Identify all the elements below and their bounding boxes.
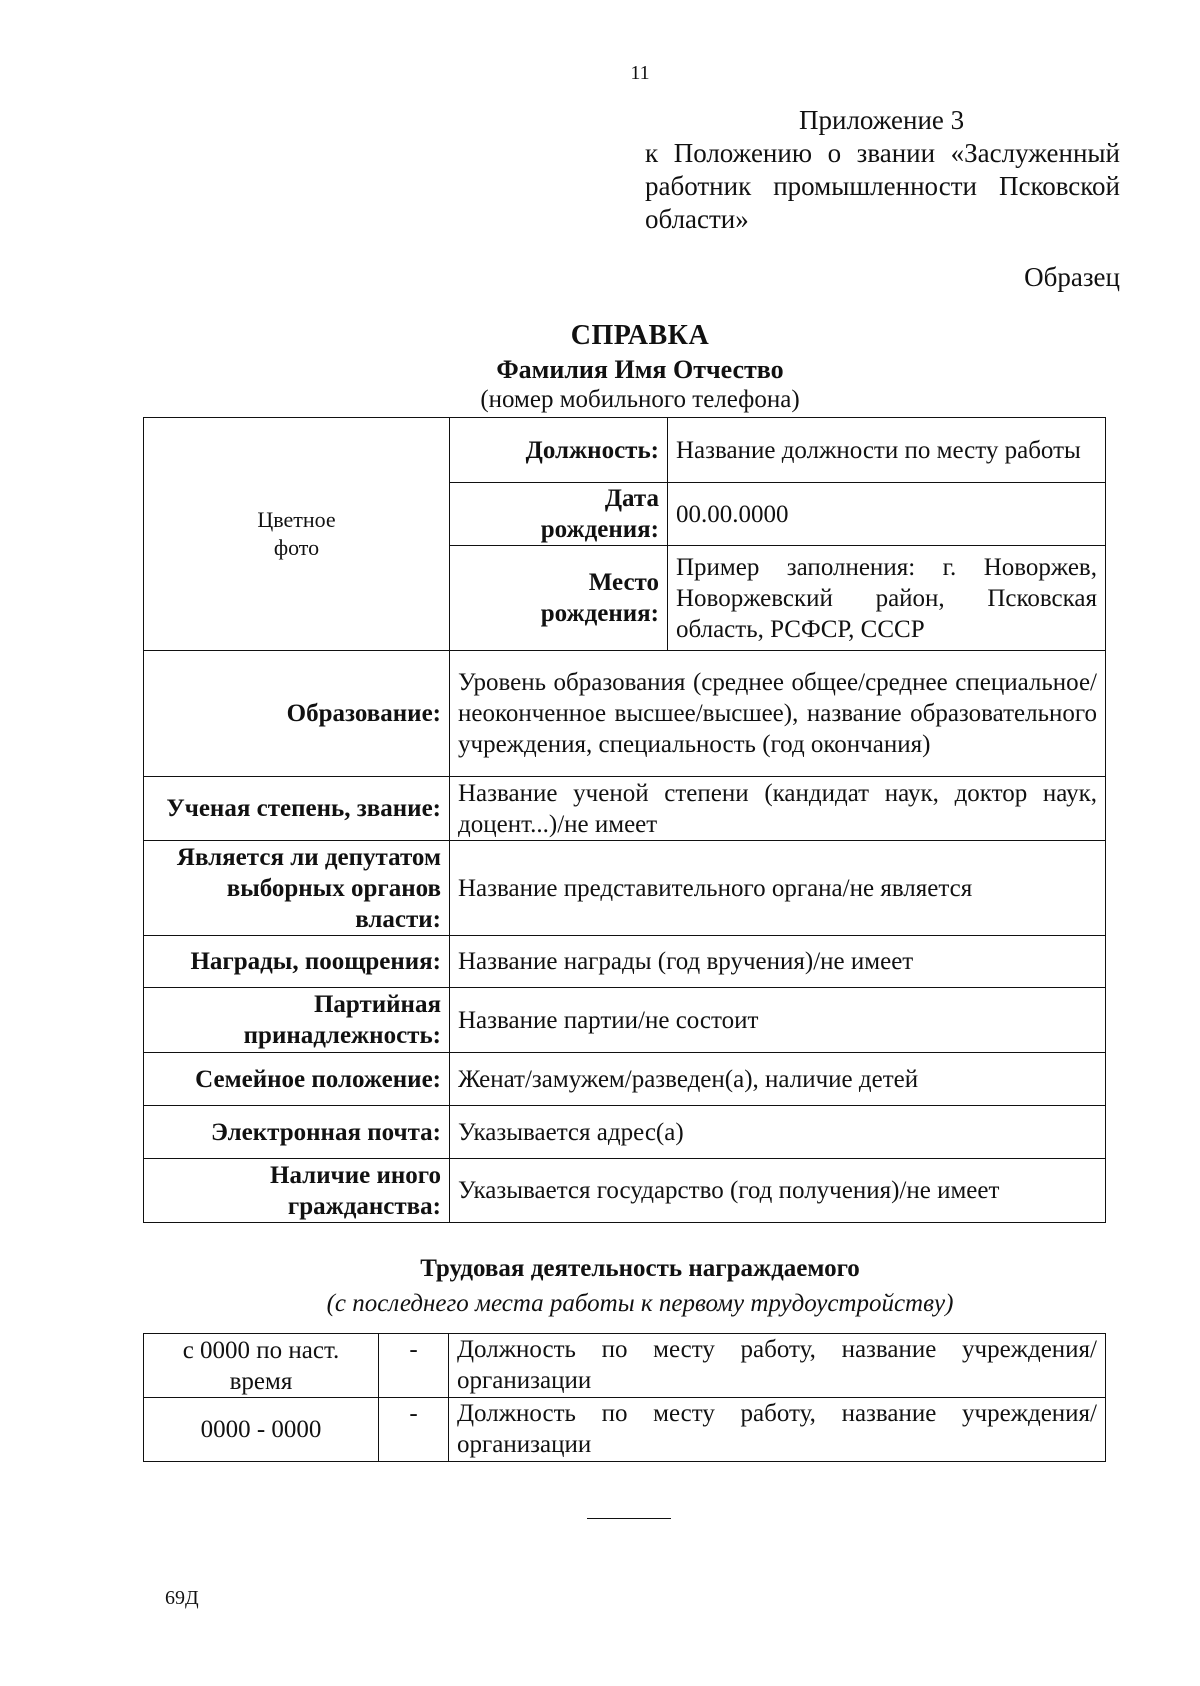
sample-label: Образец <box>1024 262 1120 292</box>
email-value: Указывается адрес(а) <box>450 1106 1106 1159</box>
marital-status-label: Семейное положение: <box>144 1053 450 1106</box>
birth-date-label <box>450 483 668 546</box>
table-row <box>144 936 1106 988</box>
party-value: Название партии/не состоит <box>450 988 1106 1053</box>
table-row <box>144 1159 1106 1223</box>
document-subtitle: Фамилия Имя Отчество <box>496 355 784 384</box>
deputy-value: Название представительного органа/не является <box>450 841 1106 936</box>
table-row <box>144 418 1106 483</box>
table-row <box>144 651 1106 777</box>
labor-period: с 0000 по наст. время <box>144 1334 379 1398</box>
appendix-title: Приложение 3 <box>799 105 965 135</box>
deputy-label: Является ли депутатом выборных органов власти: <box>144 841 450 936</box>
labor-section-subtitle: (с последнего места работы к первому трудоустройству) <box>326 1290 954 1317</box>
labor-dash: - <box>379 1398 449 1462</box>
document-title: СПРАВКА <box>570 320 710 351</box>
photo-label-line1: Цветное <box>257 507 336 532</box>
citizenship-value: Указывается государство (год получения)/не имеет <box>450 1159 1106 1223</box>
citizenship-label: Наличие иного гражданства: <box>144 1159 450 1223</box>
labor-dash: - <box>379 1334 449 1398</box>
birth-place-label <box>450 546 668 651</box>
labor-position: Должность по месту работу, название учреждения/организации <box>449 1398 1106 1462</box>
marital-status-value: Женат/замужем/разведен(а), наличие детей <box>450 1053 1106 1106</box>
birth-place-label-line2: рождения: <box>540 600 659 627</box>
birth-date-value: 00.00.0000 <box>668 483 1106 546</box>
table-row <box>144 988 1106 1053</box>
academic-degree-label: Ученая степень, звание: <box>144 777 450 841</box>
appendix-note <box>645 104 1120 236</box>
photo-placeholder <box>144 418 450 651</box>
birth-place-value: Пример заполнения: г. Новоржев, Новоржевский район, Псковская область, РСФСР, СССР <box>668 546 1106 651</box>
academic-degree-value: Название ученой степени (кандидат наук, доктор наук, доцент...)/не имеет <box>450 777 1106 841</box>
labor-section-title: Трудовая деятельность награждаемого <box>420 1255 860 1282</box>
table-row <box>144 1106 1106 1159</box>
end-divider <box>587 1518 671 1519</box>
party-label: Партийная принадлежность: <box>144 988 450 1053</box>
table-row <box>144 1334 1106 1398</box>
table-row <box>144 777 1106 841</box>
birth-place-label-line1: Место <box>588 569 659 596</box>
awards-label: Награды, поощрения: <box>144 936 450 988</box>
awards-value: Название награды (год вручения)/не имеет <box>450 936 1106 988</box>
document-phone-note: (номер мобильного телефона) <box>480 386 800 413</box>
birth-date-label-line1: Дата <box>604 485 659 512</box>
footer-code: 69Д <box>165 1587 199 1609</box>
page-number: 11 <box>630 62 650 84</box>
email-label: Электронная почта: <box>144 1106 450 1159</box>
labor-table <box>143 1333 1106 1462</box>
appendix-body: к Положению о звании «Заслуженный работник промышленности Псковской области» <box>645 138 1120 234</box>
table-row <box>144 1398 1106 1462</box>
position-label: Должность: <box>450 418 668 483</box>
photo-label-line2: фото <box>273 535 320 560</box>
personal-info-table <box>143 417 1106 1223</box>
table-row <box>144 1053 1106 1106</box>
education-label: Образование: <box>144 651 450 777</box>
labor-period: 0000 - 0000 <box>144 1398 379 1462</box>
labor-position: Должность по месту работу, название учреждения/организации <box>449 1334 1106 1398</box>
table-row <box>144 841 1106 936</box>
birth-date-label-line2: рождения: <box>540 516 659 543</box>
education-value: Уровень образования (среднее общее/среднее специальное/неоконченное высшее/высшее), название образовательного учреждения, специальность (год окончания) <box>450 651 1106 777</box>
position-value: Название должности по месту работы <box>668 418 1106 483</box>
